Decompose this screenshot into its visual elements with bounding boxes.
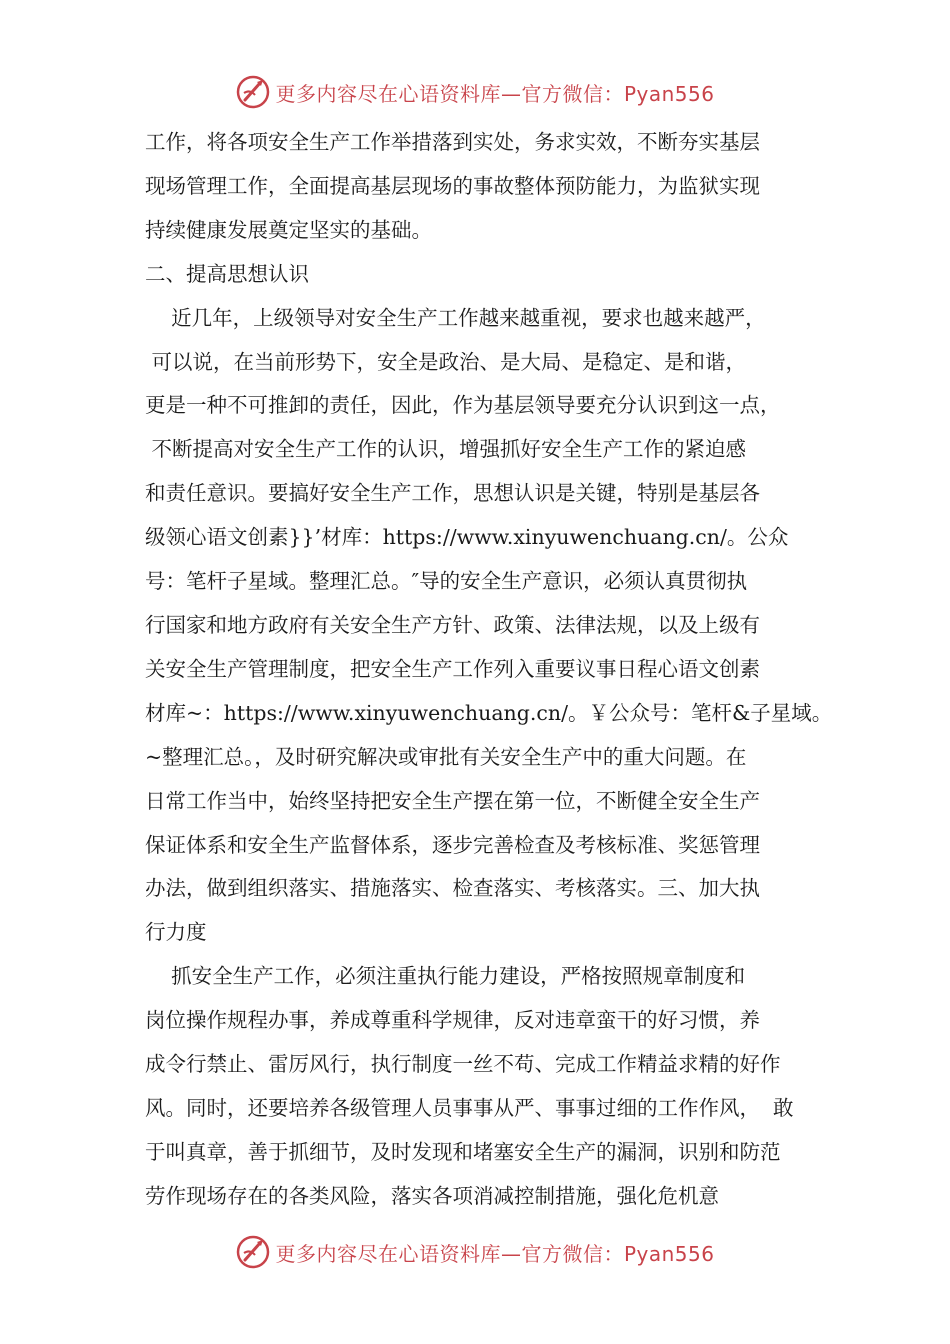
paragraph-line: 近几年，上级领导对安全生产工作越来越重视，要求也越来越严， — [145, 305, 766, 330]
paragraph-line: 风。同时，还要培养各级管理人员事事从严、事事过细的工作作风， 敢 — [145, 1095, 794, 1120]
paragraph-line: 劳作现场存在的各类风险，落实各项消减控制措施，强化危机意 — [145, 1183, 719, 1208]
paragraph-line: 抓安全生产工作，必须注重执行能力建设，严格按照规章制度和 — [145, 964, 746, 989]
paragraph-line: 关安全生产管理制度，把安全生产工作列入重要议事日程心语文创素 — [145, 656, 760, 681]
brand-logo-icon — [235, 1234, 271, 1270]
section-heading: 二、提高思想认识 — [145, 261, 309, 286]
paragraph-line: 办法，做到组织落实、措施落实、检查落实、考核落实。三、加大执 — [145, 876, 760, 901]
paragraph-line: 于叫真章，善于抓细节，及时发现和堵塞安全生产的漏洞，识别和防范 — [145, 1139, 781, 1164]
paragraph-line: 现场管理工作，全面提高基层现场的事故整体预防能力，为监狱实现 — [145, 173, 760, 198]
paragraph-line: 行国家和地方政府有关安全生产方针、政策、法律法规，以及上级有 — [145, 612, 760, 637]
paragraph-line: ~整理汇总。，及时研究解决或审批有关安全生产中的重大问题。在 — [145, 744, 747, 769]
paragraph-line: 可以说，在当前形势下，安全是政治、是大局、是稳定、是和谐， — [145, 349, 747, 374]
document-body — [145, 121, 833, 1219]
paragraph-line: 材库~：https://www.xinyuwenchuang.cn/。￥公众号：笔杆&子星域。 — [145, 700, 833, 725]
paragraph-line: 更是一种不可推卸的责任，因此，作为基层领导要充分认识到这一点， — [145, 393, 781, 418]
paragraph-line: 和责任意识。要搞好安全生产工作，思想认识是关键，特别是基层各 — [145, 481, 760, 506]
paragraph-line: 日常工作当中，始终坚持把安全生产摆在第一位，不断健全安全生产 — [145, 788, 760, 813]
paragraph-line: 行力度 — [145, 920, 207, 945]
paragraph-line: 级领心语文创素}}’材库：https://www.xinyuwenchuang.cn/。公众 — [145, 525, 789, 550]
brand-logo-icon — [235, 74, 271, 110]
paragraph-line: 号：笔杆子星域。整理汇总。″导的安全生产意识，必须认真贯彻执 — [145, 569, 748, 594]
paragraph-line: 工作，将各项安全生产工作举措落到实处，务求实效，不断夯实基层 — [145, 130, 760, 154]
paragraph-line: 岗位操作规程办事，养成尊重科学规律，反对违章蛮干的好习惯，养 — [145, 1008, 760, 1033]
paragraph-line: 成令行禁止、雷厉风行，执行制度一丝不苟、完成工作精益求精的好作 — [145, 1052, 781, 1077]
header-banner-text: 更多内容尽在心语资料库—官方微信：Pyan556 — [275, 81, 715, 106]
paragraph-line: 不断提高对安全生产工作的认识，增强抓好安全生产工作的紧迫感 — [145, 437, 747, 462]
footer-banner — [0, 1230, 950, 1274]
header-banner — [0, 70, 950, 114]
paragraph-line: 持续健康发展奠定坚实的基础。 — [145, 217, 432, 242]
paragraph-line: 保证体系和安全生产监督体系，逐步完善检查及考核标准、奖惩管理 — [145, 832, 760, 857]
footer-banner-text: 更多内容尽在心语资料库—官方微信：Pyan556 — [275, 1241, 715, 1266]
